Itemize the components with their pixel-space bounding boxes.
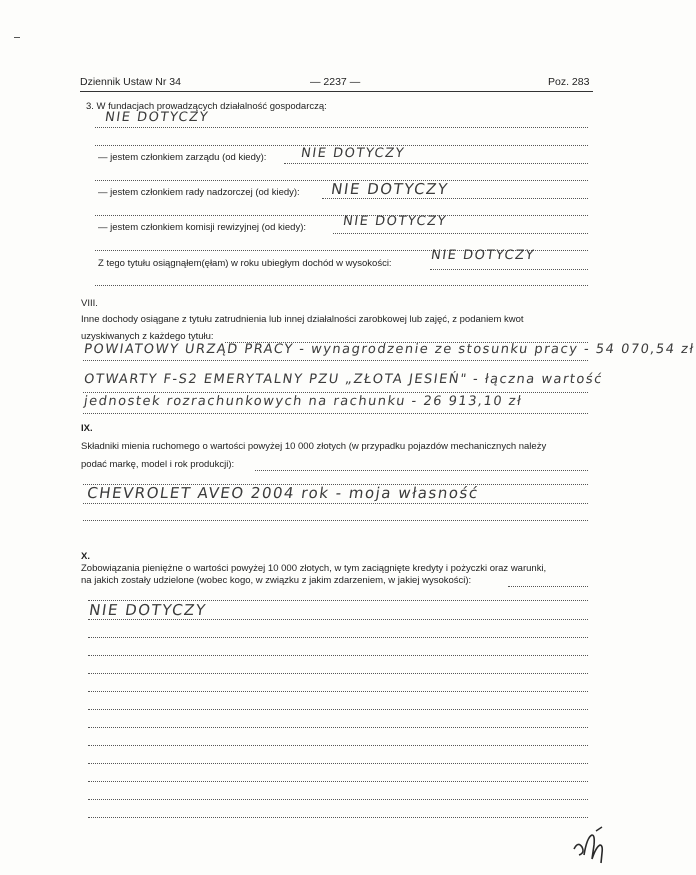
handwritten-entry: NIE DOTYCZY <box>330 180 450 198</box>
page-number: — 2237 — <box>310 76 361 88</box>
dotted-line <box>88 691 588 692</box>
handwritten-entry: NIE DOTYCZY <box>104 110 210 125</box>
dotted-line <box>83 503 588 504</box>
section10-numeral: X. <box>81 551 90 562</box>
section9-text-line1: Składniki mienia ruchomego o wartości powyżej 10 000 złotych (w przypadku pojazdów mechanicznych należy <box>81 441 547 452</box>
section3-heading: 3. W fundacjach prowadzących działalność gospodarczą: <box>86 101 327 112</box>
margin-mark <box>14 37 20 38</box>
handwritten-entry: NIE DOTYCZY <box>430 248 536 263</box>
dotted-line <box>255 470 588 471</box>
komisja-label: — jestem członkiem komisji rewizyjnej (od kiedy): <box>98 222 306 233</box>
dotted-line <box>508 586 588 587</box>
dotted-line <box>88 637 588 638</box>
dotted-line <box>95 215 588 216</box>
dochod-label: Z tego tytułu osiągnąłem(ęłam) w roku ubiegłym dochód w wysokości: <box>98 258 392 269</box>
section8-text-line1: Inne dochody osiągane z tytułu zatrudnienia lub innej działalności zarobkowej lub zajęć, z podaniem kwot <box>81 314 524 325</box>
journal-name: Dziennik Ustaw Nr 34 <box>80 76 181 88</box>
dotted-line <box>88 817 588 818</box>
dotted-line <box>88 655 588 656</box>
section8-text-line2: uzyskiwanych z każdego tytułu: <box>81 331 214 342</box>
dotted-line <box>88 799 588 800</box>
section8-numeral: VIII. <box>81 298 98 309</box>
header-rule <box>80 91 593 92</box>
handwritten-initials <box>570 825 610 867</box>
dotted-line <box>88 763 588 764</box>
dotted-line <box>88 709 588 710</box>
dotted-line <box>95 285 588 286</box>
dotted-line <box>430 269 588 270</box>
section10-text-line2: na jakich zostały udzielone (wobec kogo, w związku z jakim zdarzeniem, w jakiej wysokości): <box>81 575 472 586</box>
dotted-line <box>83 520 588 521</box>
dotted-line <box>322 198 588 199</box>
dotted-line <box>333 233 588 234</box>
handwritten-entry: OTWARTY F-S2 EMERYTALNY PZU „ZŁOTA JESIEŃ" - łączna wartość <box>83 372 604 387</box>
position-number: Poz. 283 <box>548 76 590 88</box>
dotted-line <box>83 413 588 414</box>
handwritten-entry: CHEVROLET AVEO 2004 rok - moja własność <box>86 484 480 502</box>
dotted-line <box>88 781 588 782</box>
handwritten-entry: NIE DOTYCZY <box>300 146 406 161</box>
dotted-line <box>88 727 588 728</box>
handwritten-entry: POWIATOWY URZĄD PRACY - wynagrodzenie ze stosunku pracy - 54 070,54 zł <box>83 342 696 357</box>
rada-label: — jestem członkiem rady nadzorczej (od kiedy): <box>98 187 300 198</box>
handwritten-entry: jednostek rozrachunkowych na rachunku - 26 913,10 zł <box>83 394 524 409</box>
dotted-line <box>88 673 588 674</box>
section10-text-line1: Zobowiązania pieniężne o wartości powyżej 10 000 złotych, w tym zaciągnięte kredyty i pożyczki oraz warunki, <box>81 563 547 574</box>
section9-text-line2: podać markę, model i rok produkcji): <box>81 459 235 470</box>
dotted-line <box>88 745 588 746</box>
handwritten-entry: NIE DOTYCZY <box>88 601 208 619</box>
dotted-line <box>83 360 588 361</box>
dotted-line <box>88 619 588 620</box>
section9-numeral: IX. <box>81 423 93 434</box>
dotted-line <box>95 127 588 128</box>
dotted-line <box>83 392 588 393</box>
handwritten-entry: NIE DOTYCZY <box>342 214 448 229</box>
zarzad-label: — jestem członkiem zarządu (od kiedy): <box>98 152 267 163</box>
dotted-line <box>284 163 588 164</box>
